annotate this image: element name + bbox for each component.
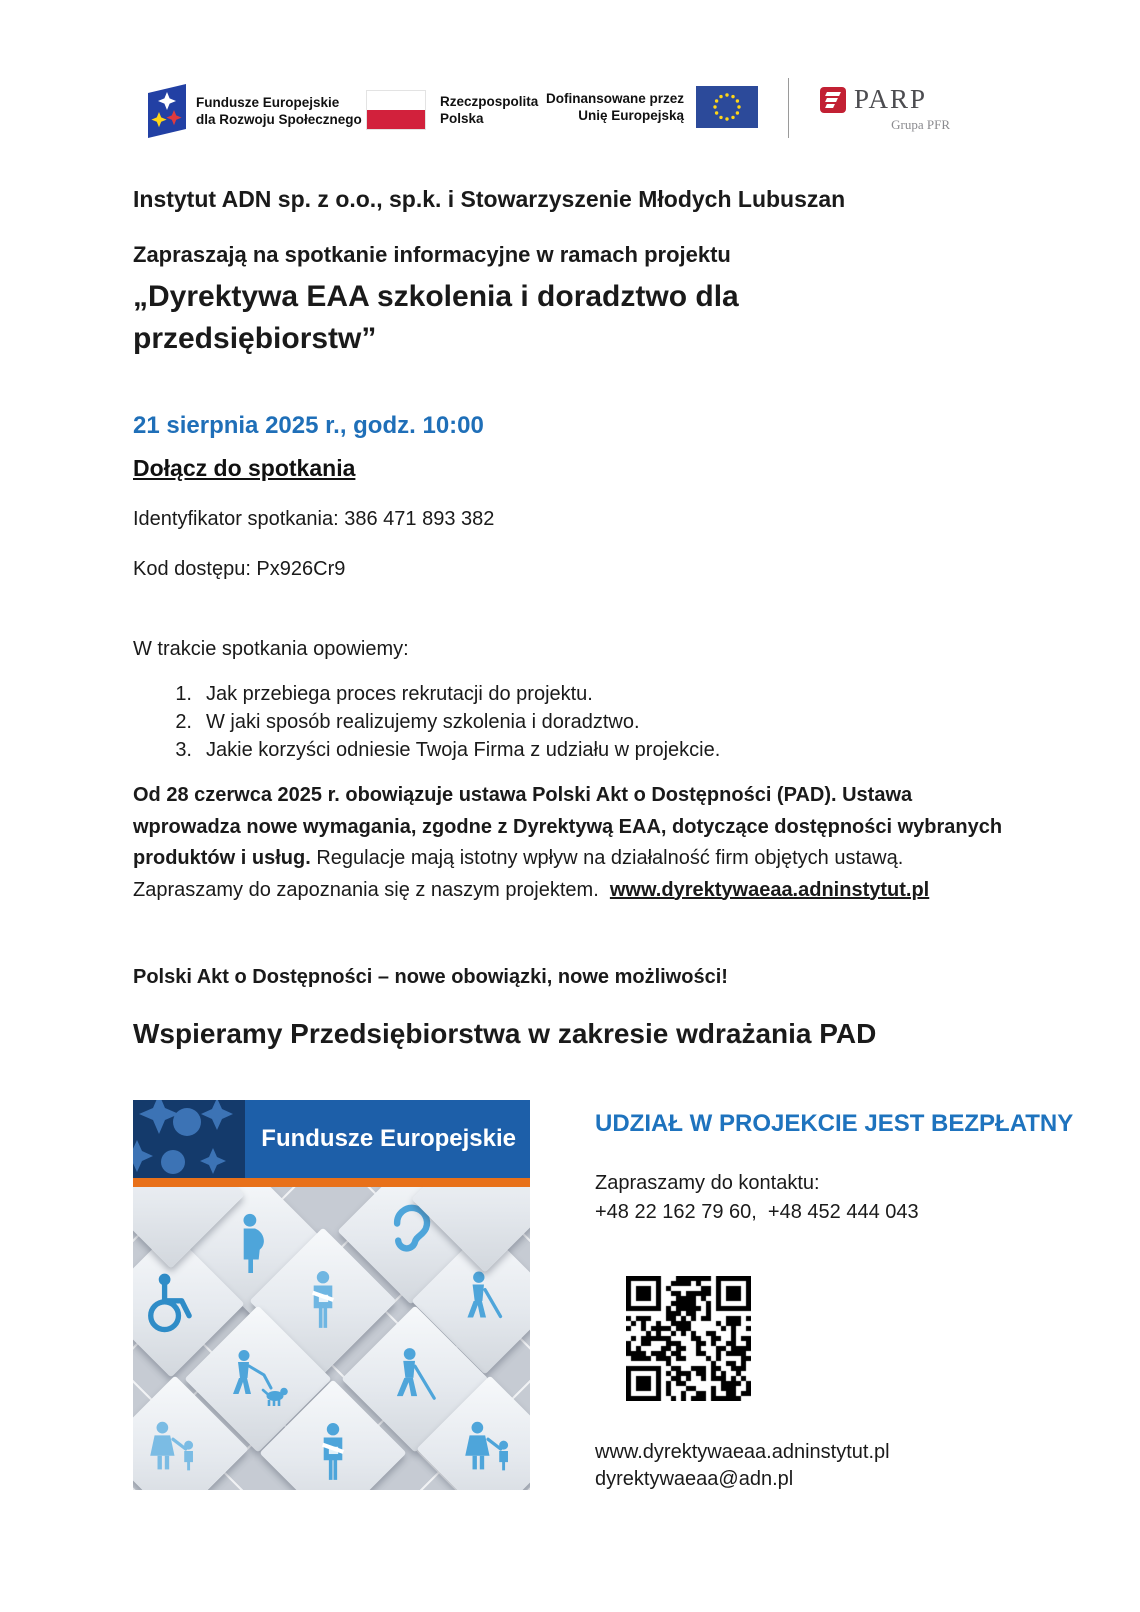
free-participation-heading: UDZIAŁ W PROJEKCIE JEST BEZPŁATNY	[595, 1110, 1074, 1137]
agenda-item-text: Jakie korzyści odniesie Twoja Firma z udziału w projekcie.	[206, 739, 721, 761]
email-address: dyrektywaeaa@adn.pl	[595, 1468, 794, 1490]
agenda-item	[168, 680, 720, 708]
agenda-item	[168, 736, 720, 764]
accessibility-picture	[133, 1100, 530, 1490]
fe-logo-text-line1: Fundusze Europejskie	[196, 95, 340, 110]
invite-line: Zapraszają na spotkanie informacyjne w ramach projektu	[133, 242, 731, 267]
fe-banner-title: Fundusze Europejskie	[261, 1125, 516, 1152]
organizers-title: Instytut ADN sp. z o.o., sp.k. i Stowarzyszenie Młodych Lubuszan	[133, 186, 846, 212]
agenda-item-number: 2.	[175, 711, 192, 733]
parp-logo	[820, 84, 950, 133]
contact-phones: +48 22 162 79 60, +48 452 444 043	[595, 1201, 919, 1223]
eu-text-line1: Dofinansowane przez	[546, 91, 685, 106]
orange-bar	[133, 1178, 530, 1187]
pad-paragraph	[133, 780, 1017, 906]
fe-banner	[133, 1100, 530, 1178]
logo-divider	[788, 78, 789, 138]
meeting-datetime: 21 sierpnia 2025 r., godz. 10:00	[133, 412, 484, 439]
eu-flag-icon	[696, 86, 758, 128]
arm-sling-person-icon	[292, 1270, 354, 1332]
project-title: „Dyrektywa EAA szkolenia i doradztwo dla przedsiębiorstw”	[133, 280, 739, 355]
agenda-item-number: 1.	[175, 683, 192, 705]
pad-paragraph-bold: Od 28 czerwca 2025 r. obowiązuje ustawa Polski Akt o Dostępności (PAD). Ustawa wprowadza nowe wymagania, zgodne z Dyrektywą EAA, dotyczące dostępności wybranych produktów i usług.	[133, 784, 1003, 869]
parp-wordmark: PARP	[854, 84, 928, 114]
website-url: www.dyrektywaeaa.adninstytut.pl	[595, 1441, 890, 1463]
meeting-id: Identyfikator spotkania: 386 471 893 382	[133, 508, 495, 530]
qr-code	[626, 1276, 751, 1401]
agenda-item-text: W jaki sposób realizujemy szkolenia i doradztwo.	[206, 711, 640, 733]
support-heading: Wspieramy Przedsiębiorstwa w zakresie wdrażania PAD	[133, 1018, 877, 1049]
agenda-list	[168, 680, 720, 764]
join-meeting-link[interactable]: Dołącz do spotkania	[133, 455, 356, 481]
poland-flag-icon	[366, 90, 426, 130]
agenda-intro: W trakcie spotkania opowiemy:	[133, 638, 409, 660]
agenda-item-number: 3.	[175, 739, 192, 761]
fe-logo-text-line2: dla Rozwoju Społecznego	[196, 112, 362, 127]
poland-text-line1: Rzeczpospolita	[440, 94, 539, 109]
agenda-item-text: Jak przebiega proces rekrutacji do projektu.	[206, 683, 593, 705]
arm-sling-person-icon	[302, 1422, 364, 1484]
project-website-link[interactable]: www.dyrektywaeaa.adninstytut.pl	[609, 878, 930, 901]
fundusze-europejskie-logo	[148, 84, 362, 138]
parent-child-icon	[456, 1419, 524, 1479]
pad-slogan: Polski Akt o Dostępności – nowe obowiązki, nowe możliwości!	[133, 966, 728, 988]
eu-funding-logo	[546, 86, 758, 128]
header-logo-row	[148, 78, 948, 144]
white-cane-person-icon	[454, 1270, 516, 1332]
pad-paragraph-regular: Regulacje mają istotny wpływ na działalność firm objętych ustawą. Zapraszamy do zapoznania się z naszym projektem.	[133, 847, 909, 901]
access-code: Kod dostępu: Px926Cr9	[133, 558, 346, 580]
agenda-item	[168, 708, 720, 736]
accessibility-tiles	[133, 1187, 530, 1490]
fe-flag-stars-icon	[148, 84, 186, 138]
parp-mark-icon	[820, 87, 846, 113]
parent-child-icon	[141, 1419, 209, 1479]
contact-invite: Zapraszamy do kontaktu:	[595, 1172, 820, 1194]
wheelchair-icon	[139, 1272, 203, 1336]
poland-logo	[366, 90, 538, 130]
eu-text-line2: Unię Europejską	[578, 108, 685, 123]
parp-subtitle: Grupa PFR	[891, 117, 950, 132]
fe-banner-stars-icon	[133, 1100, 245, 1178]
poland-text-line2: Polska	[440, 111, 484, 126]
